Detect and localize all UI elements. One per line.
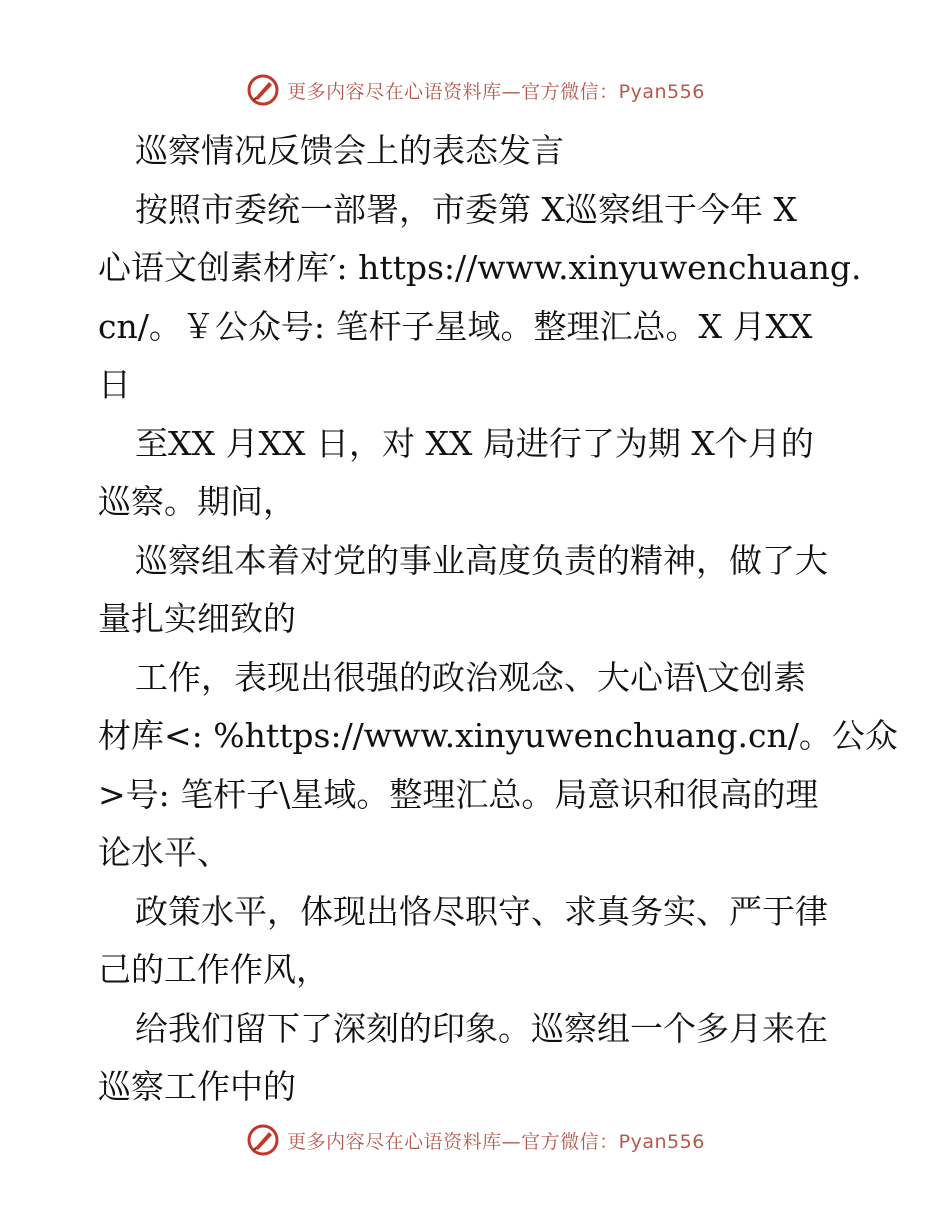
paragraph-line: 论水平、 <box>98 833 230 872</box>
paragraph-line: >号: 笔杆子\星域。整理汇总。局意识和很高的理 <box>98 774 819 814</box>
paragraph-line: 按照市委统一部署，市委第 X巡察组于今年 X <box>135 189 797 229</box>
header-banner-text: 更多内容尽在心语资料库—官方微信：Pyan556 <box>287 80 705 103</box>
paragraph-line: 政策水平，体现出恪尽职守、求真务实、严于律 <box>135 891 828 931</box>
header-banner-content <box>245 72 705 108</box>
paragraph-line: 巡察组本着对党的事业高度负责的精神，做了大 <box>135 540 828 580</box>
footer-banner-text: 更多内容尽在心语资料库—官方微信：Pyan556 <box>287 1130 705 1153</box>
paragraph-line: cn/。￥公众号: 笔杆子星域。整理汇总。X 月XX <box>98 306 813 346</box>
paragraph-line: 己的工作作风， <box>98 950 329 989</box>
paragraph-line: 日 <box>98 365 131 404</box>
paragraph-line: 巡察。期间， <box>98 482 296 521</box>
paragraph-line: 心语文创素材库′: https://www.xinyuwenchuang. <box>98 248 862 287</box>
footer-watermark-banner <box>0 1120 950 1160</box>
paragraph-line: 材库<: %https://www.xinyuwenchuang.cn/。公众 <box>98 716 898 755</box>
document-title: 巡察情况反馈会上的表态发言 <box>135 131 564 170</box>
paragraph-line: 量扎实细致的 <box>98 599 296 638</box>
paragraph-line: 巡察工作中的 <box>98 1067 296 1106</box>
header-watermark-banner <box>0 70 950 110</box>
paragraph-line: 工作，表现出很强的政治观念、大心语\文创素 <box>135 657 807 697</box>
paragraph-line: 给我们留下了深刻的印象。巡察组一个多月来在 <box>135 1008 828 1048</box>
footer-banner-content <box>245 1122 705 1158</box>
document-body <box>98 122 898 1117</box>
quill-logo-icon <box>245 1122 281 1158</box>
quill-logo-icon <box>245 72 281 108</box>
paragraph-line: 至XX 月XX 日，对 XX 局进行了为期 X个月的 <box>135 423 814 463</box>
